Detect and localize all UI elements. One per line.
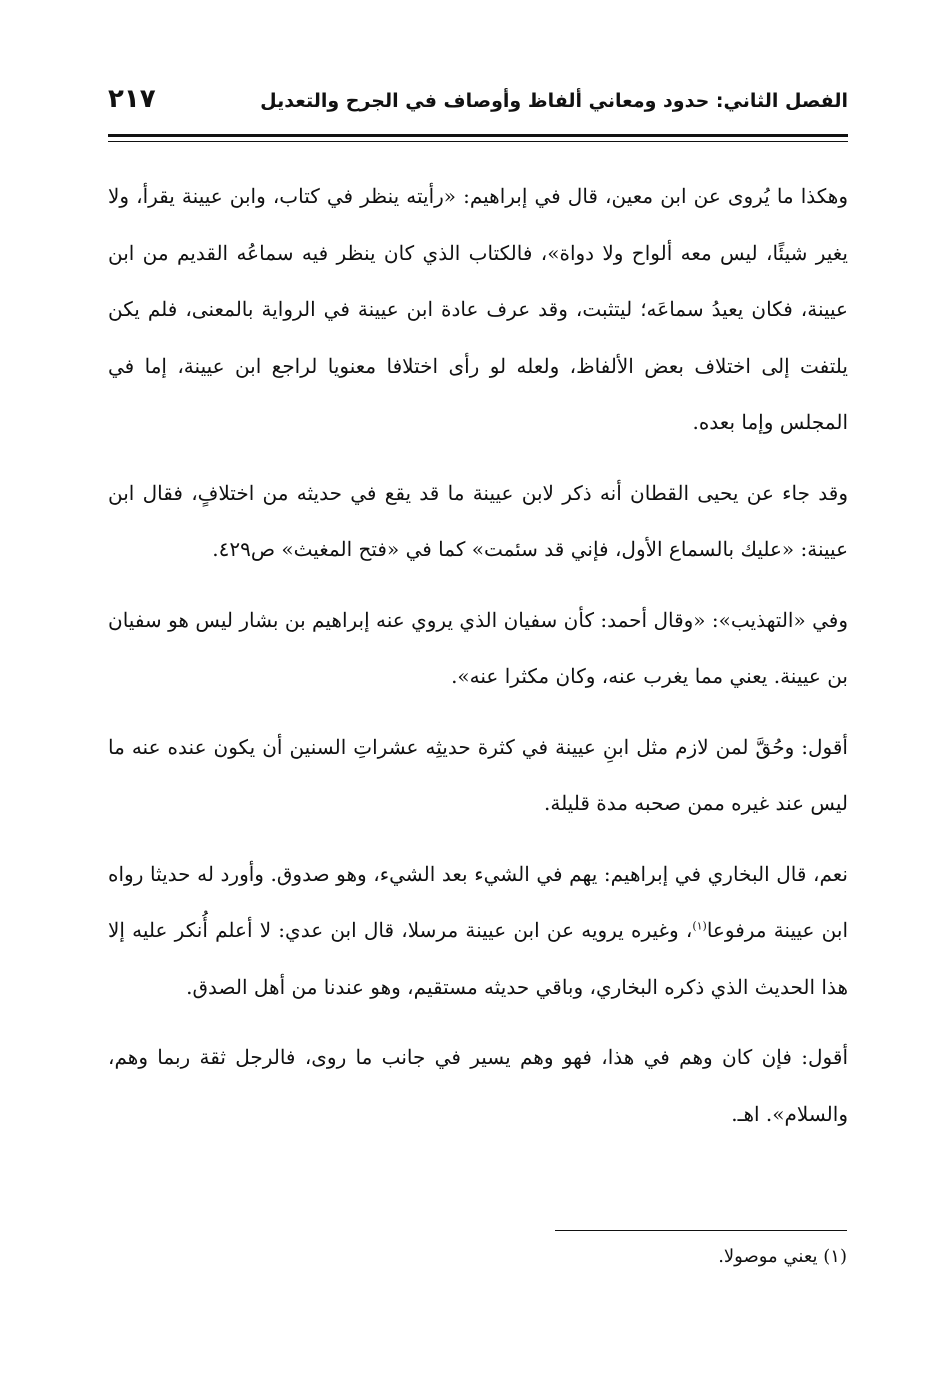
paragraph-6: أقول: فإن كان وهم في هذا، فهو وهم يسير في جانب ما روى، فالرجل ثقة ربما وهم، والسلام». اهـ. xyxy=(108,1045,848,1126)
header-rule-thin xyxy=(108,141,848,142)
body-text xyxy=(108,168,848,1156)
paragraph-2: وقد جاء عن يحيى القطان أنه ذكر لابن عيينة ما قد يقع في حديثه من اختلافٍ، فقال ابن عيينة: «عليك بالسماع الأول، فإني قد سئمت» كما في «فتح المغيث» ص٤٢٩. xyxy=(108,480,848,561)
paragraph-5-before: نعم، قال البخاري في إبراهيم: يهم في الشيء بعد الشيء، وهو صدوق. وأورد له حديثا رواه ابن عيينة مرفوعا xyxy=(108,861,849,942)
page-number: ٢١٧ xyxy=(108,84,156,114)
paragraph-5-after: ، وغيره يرويه عن ابن عيينة مرسلا، قال ابن عدي: لا أعلم أُنكر عليه إلا هذا الحديث الذي ذكره البخاري، وباقي حديثه مستقيم، وهو عندنا من أهل الصدق. xyxy=(108,918,848,999)
header-rule-thick xyxy=(108,134,848,137)
paragraph-4: أقول: وحُقَّ لمن لازم مثل ابنِ عيينة في كثرة حديثِه عشراتِ السنين أن يكون عنده عنه ما ليس عند غيره ممن صحبه مدة قليلة. xyxy=(108,734,848,815)
paragraph-3: وفي «التهذيب»: «وقال أحمد: كأن سفيان الذي يروي عنه إبراهيم بن بشار ليس هو سفيان بن عيينة. يعني مما يغرب عنه، وكان مكثرا عنه». xyxy=(108,607,848,688)
paragraph-5 xyxy=(108,846,848,1016)
footnote: (١) يعني موصولا. xyxy=(718,1246,847,1267)
paragraph-1: وهكذا ما يُروى عن ابن معين، قال في إبراهيم: «رأيته ينظر في كتاب، وابن عيينة يقرأ، ولا يغير شيئًا، ليس معه ألواح ولا دواة»، فالكتاب الذي كان ينظر فيه سماعُه القديم من ابن عيينة، فكان يعيدُ سماعَه؛ ليتثبت، وقد عرف عادة ابن عيينة في الرواية بالمعنى، فلم يكن يلتفت إلى اختلاف بعض الألفاظ، ولعله لو رأى اختلافا معنويا لراجع ابن عيينة، إما في المجلس وإما بعده. xyxy=(108,184,848,434)
footnote-marker: (١) xyxy=(692,919,707,933)
footnote-rule xyxy=(555,1230,847,1231)
chapter-title: الفصل الثاني: حدود ومعاني ألفاظ وأوصاف في الجرح والتعديل xyxy=(260,90,848,112)
page-header xyxy=(108,84,848,128)
